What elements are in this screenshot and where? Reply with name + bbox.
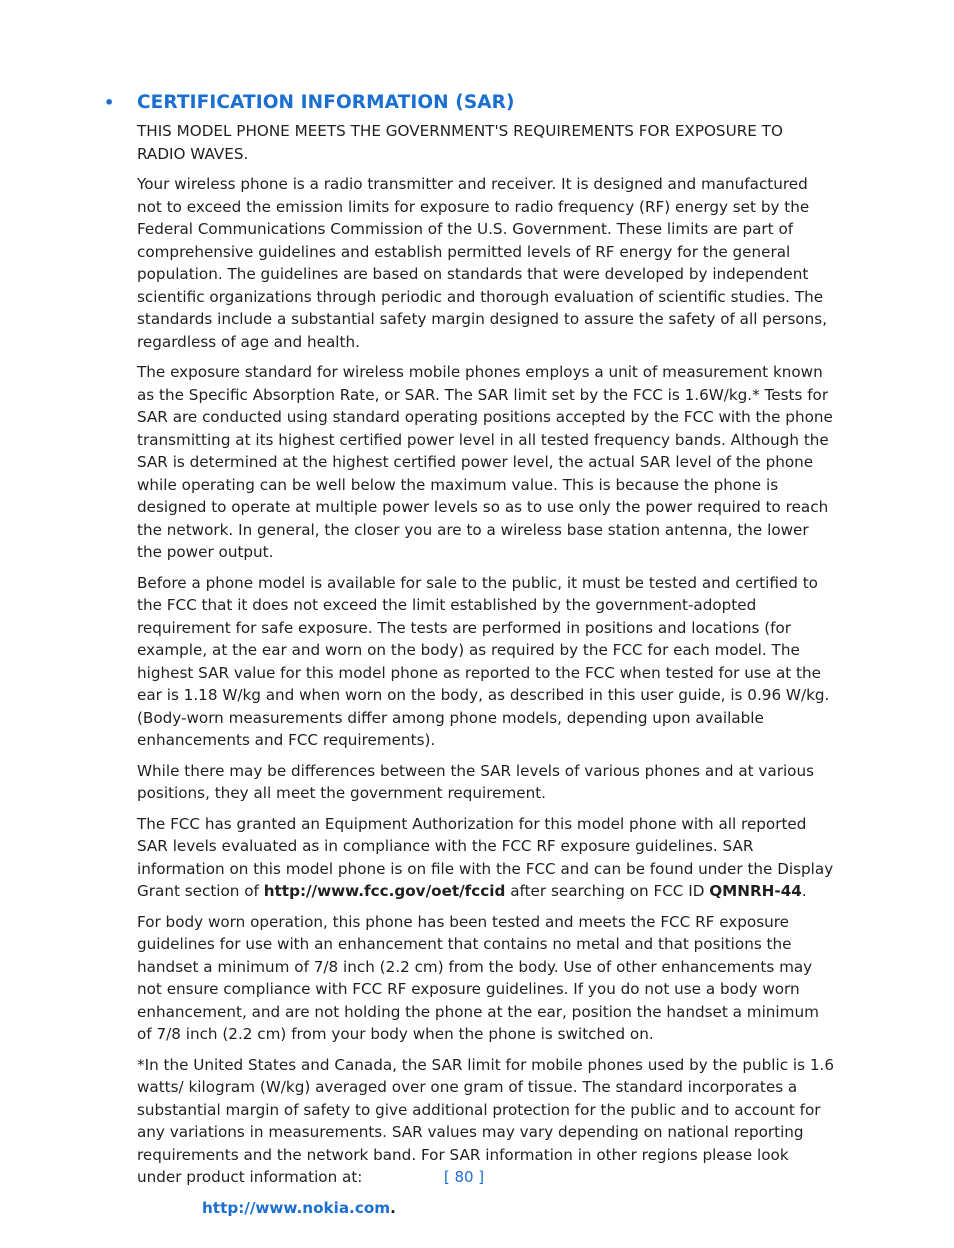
section-title: CERTIFICATION INFORMATION (SAR) xyxy=(137,92,515,113)
page-number: [ 80 ] xyxy=(443,1168,485,1186)
paragraph-rf-exposure: Your wireless phone is a radio transmitter and receiver. It is designed and manufactured not to exceed the emission limits for exposure to radio frequency (RF) energy set by the Federal Communications Commission of the U.S. Government. These limits are part of comprehensive guidelines and establish permitted levels of RF energy for the general population. The guidelines are based on standards that were developed by independent scientific organizations through periodic and thorough evaluation of scientific studies. The standards include a substantial safety margin designed to assure the safety of all persons, regardless of age and health. xyxy=(137,175,828,351)
nokia-link-period: . xyxy=(390,1198,396,1217)
section-bullet: • xyxy=(104,93,115,112)
section-subhead xyxy=(137,120,837,165)
fcc-id: QMNRH-44 xyxy=(709,882,802,900)
paragraph-fcc-authorization xyxy=(137,813,837,903)
section-body xyxy=(137,120,837,1227)
nokia-url-link[interactable]: http://www.nokia.com xyxy=(202,1198,391,1217)
paragraph-sar-standard: The exposure standard for wireless mobile phones employs a unit of measurement known as the Specific Absorption Rate, or SAR. The SAR limit set by the FCC is 1.6W/kg.* Tests for SAR are conducted using standard operating positions accepted by the FCC with the phone transmitting at its highest certified power level in all tested frequency bands. Although the SAR is determined at the highest certified power level, the actual SAR level of the phone while operating can be well below the maximum value. This is because the phone is designed to operate at multiple power levels so as to use only the power required to reach the network. In general, the closer you are to a wireless base station antenna, the lower the power output. xyxy=(137,363,833,561)
paragraph-footnote: *In the United States and Canada, the SAR limit for mobile phones used by the public is 1.6 watts/ kilogram (W/kg) averaged over one gram of tissue. The standard incorporates a substantial margin of safety to give additional protection for the public and to account for any variations in measurements. SAR values may vary depending on national reporting requirements and the network band. For SAR information in other regions please look under product information at: xyxy=(137,1055,834,1186)
paragraph-sar-differences: While there may be differences between the SAR levels of various phones and at various positions, they all meet the government requirement. xyxy=(137,761,815,802)
paragraph-fcc-testing: Before a phone model is available for sale to the public, it must be tested and certified to the FCC that it does not exceed the limit established by the government-adopted requirement for safe exposure. The tests are performed in positions and locations (for example, at the ear and worn on the body) as required by the FCC for each model. The highest SAR value for this model phone as reported to the FCC when tested for use at the ear is 1.18 W/kg and when worn on the body, as described in this user guide, is 0.96 W/kg. (Body-worn measurements differ among phone models, depending upon available enhancements and FCC requirements). xyxy=(137,573,830,749)
fcc-text-before: The FCC has granted an Equipment Authorization for this model phone with all reported SAR levels evaluated as in compliance with the FCC RF exposure guidelines. SAR information on this model phone is on file with the FCC and can be found under the Display Grant section of xyxy=(137,814,834,900)
fcc-url-link[interactable]: http://www.fcc.gov/oet/fccid xyxy=(263,882,506,900)
fcc-text-middle: after searching on FCC ID xyxy=(505,882,710,900)
fcc-text-after: . xyxy=(801,882,807,900)
paragraph-body-worn: For body worn operation, this phone has been tested and meets the FCC RF exposure guidelines for use with an enhancement that contains no metal and that positions the handset a minimum of 7/8 inch (2.2 cm) from the body. Use of other enhancements may not ensure compliance with FCC RF exposure guidelines. If you do not use a body worn enhancement, and are not holding the phone at the ear, position the handset a minimum of 7/8 inch (2.2 cm) from your body when the phone is switched on. xyxy=(137,912,819,1043)
subhead-line-2: RADIO WAVES. xyxy=(137,144,249,163)
nokia-link-line xyxy=(137,1197,837,1220)
subhead-line-1: THIS MODEL PHONE MEETS THE GOVERNMENT'S REQUIREMENTS FOR EXPOSURE TO xyxy=(137,122,783,140)
